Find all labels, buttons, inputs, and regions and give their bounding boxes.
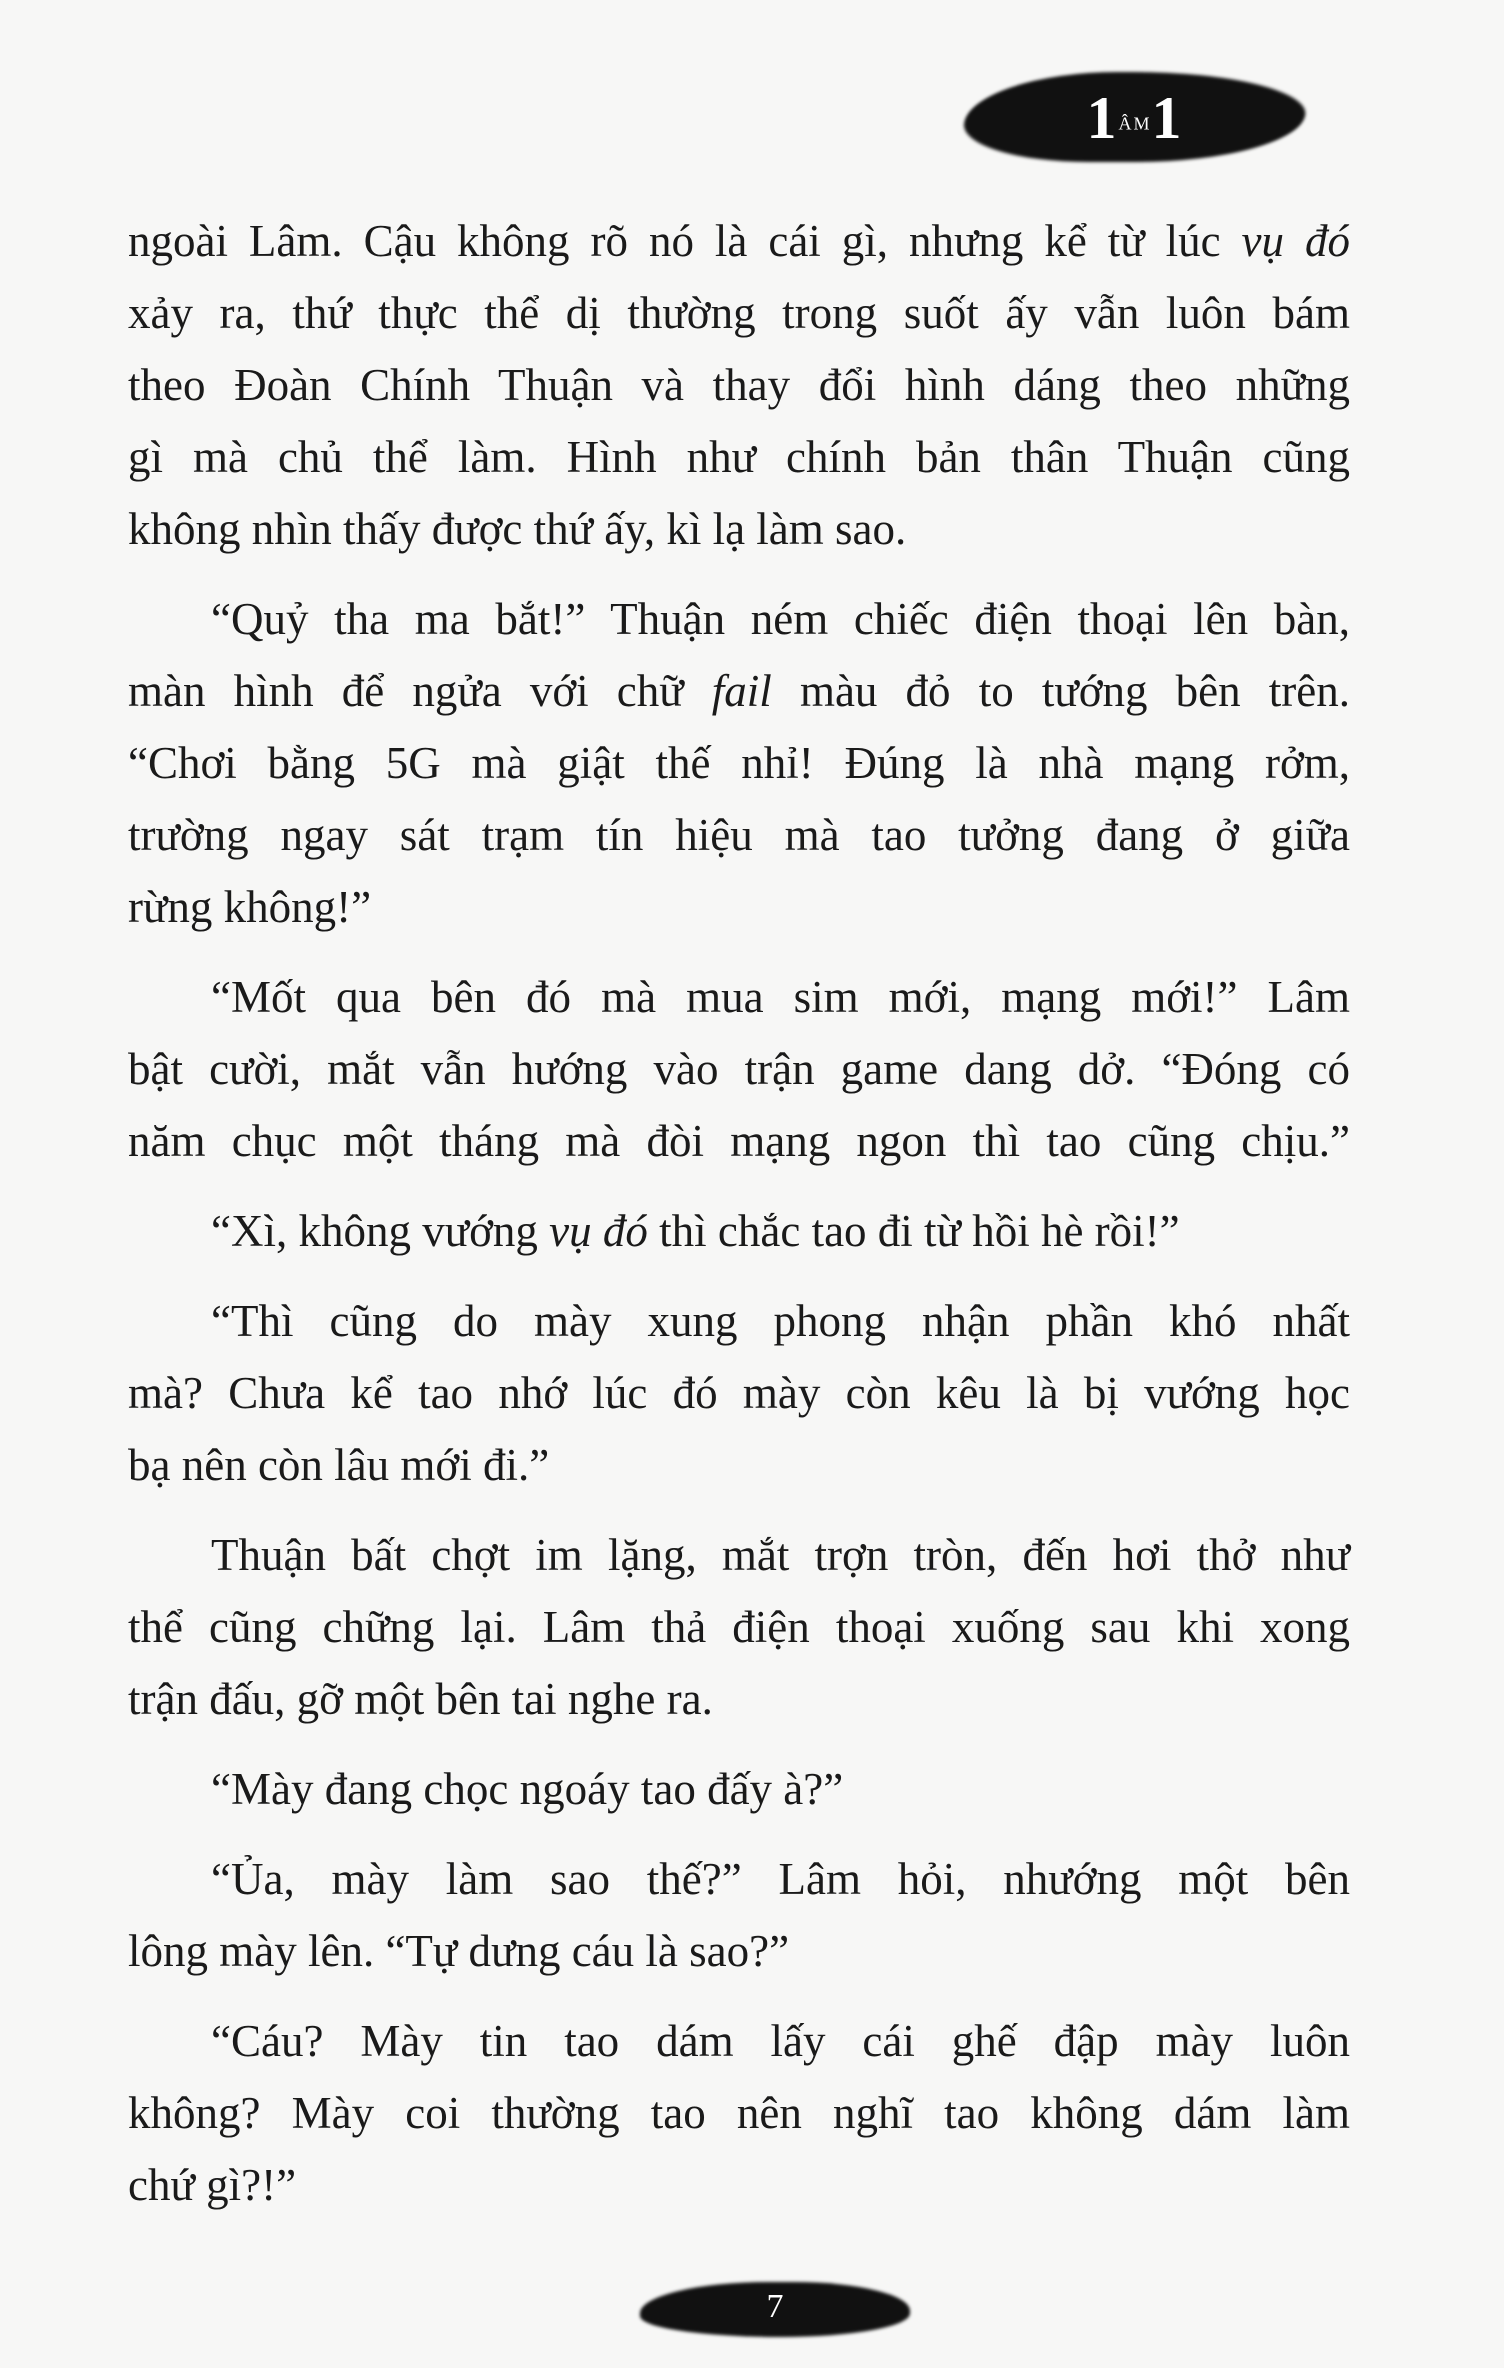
text-segment: ngoài Lâm. Cậu không rõ nó là cái gì, nhưng kể từ lúc [128, 216, 1242, 266]
chapter-header-mark [965, 72, 1305, 162]
paragraph [128, 1843, 1350, 1987]
page-number: 7 [766, 2288, 784, 2325]
text-line [128, 2077, 1350, 2149]
text-line [128, 1663, 1350, 1735]
text-segment: theo Đoàn Chính Thuận và thay đổi hình dáng theo những [128, 360, 1350, 410]
paragraph [128, 1285, 1350, 1501]
text-segment: trận đấu, gỡ một bên tai nghe ra. [128, 1674, 713, 1724]
text-line [128, 2005, 1350, 2077]
text-segment: “Xì, không vướng [211, 1206, 550, 1256]
text-line [128, 799, 1350, 871]
text-line [128, 655, 1350, 727]
text-line [128, 2149, 1350, 2221]
header-mark-left: 1 [1086, 85, 1119, 151]
text-segment: “Ủa, mày làm sao thế?” Lâm hỏi, nhướng một bên [211, 1854, 1350, 1904]
text-segment: màn hình để ngửa với chữ [128, 666, 712, 716]
text-line [128, 1915, 1350, 1987]
text-line [128, 583, 1350, 655]
text-line [128, 1519, 1350, 1591]
text-segment: lông mày lên. “Tự dưng cáu là sao?” [128, 1926, 790, 1976]
text-segment: gì mà chủ thể làm. Hình như chính bản thân Thuận cũng [128, 432, 1350, 482]
paragraph [128, 1753, 1350, 1825]
text-segment: “Mốt qua bên đó mà mua sim mới, mạng mới!” Lâm [211, 972, 1350, 1022]
text-segment: màu đỏ to tướng bên trên. [771, 666, 1350, 716]
text-line [128, 1195, 1350, 1267]
header-mark-right: 1 [1151, 85, 1184, 151]
text-segment: thể cũng chững lại. Lâm thả điện thoại xuống sau khi xong [128, 1602, 1350, 1652]
header-mark-small: ÂM [1118, 113, 1152, 134]
text-line [128, 1033, 1350, 1105]
paragraph [128, 961, 1350, 1177]
page-number-mark [640, 2282, 910, 2337]
paragraph [128, 583, 1350, 943]
paragraph [128, 205, 1350, 565]
chapter-header-text [965, 84, 1305, 153]
text-segment: mà? Chưa kể tao nhớ lúc đó mày còn kêu là bị vướng học [128, 1368, 1350, 1418]
text-line [128, 1105, 1350, 1177]
text-line [128, 205, 1350, 277]
text-segment: Thuận bất chợt im lặng, mắt trợn tròn, đến hơi thở như [211, 1530, 1350, 1580]
italic-text: vụ đó [549, 1206, 648, 1256]
text-line [128, 349, 1350, 421]
text-segment: năm chục một tháng mà đòi mạng ngon thì tao cũng chịu.” [128, 1116, 1350, 1166]
text-line [128, 1753, 1350, 1825]
paragraph [128, 1195, 1350, 1267]
text-segment: “Quỷ tha ma bắt!” Thuận ném chiếc điện thoại lên bàn, [211, 594, 1350, 644]
text-line [128, 277, 1350, 349]
text-line [128, 961, 1350, 1033]
text-line [128, 421, 1350, 493]
paragraph [128, 1519, 1350, 1735]
text-segment: thì chắc tao đi từ hồi hè rồi!” [647, 1206, 1180, 1256]
text-line [128, 727, 1350, 799]
text-segment: trường ngay sát trạm tín hiệu mà tao tưởng đang ở giữa [128, 810, 1350, 860]
text-segment: không nhìn thấy được thứ ấy, kì lạ làm sao. [128, 504, 907, 554]
italic-text: fail [711, 666, 772, 716]
text-segment: bật cười, mắt vẫn hướng vào trận game dang dở. “Đóng có [128, 1044, 1350, 1094]
text-segment: “Chơi bằng 5G mà giật thế nhỉ! Đúng là nhà mạng rởm, [128, 738, 1350, 788]
italic-text: vụ đó [1241, 216, 1350, 266]
page-body-text [128, 205, 1350, 2239]
text-line [128, 1429, 1350, 1501]
text-line [128, 1285, 1350, 1357]
paragraph [128, 2005, 1350, 2221]
text-line [128, 871, 1350, 943]
text-line [128, 1591, 1350, 1663]
text-segment: không? Mày coi thường tao nên nghĩ tao không dám làm [128, 2088, 1350, 2138]
text-segment: bạ nên còn lâu mới đi.” [128, 1440, 550, 1490]
text-line [128, 1843, 1350, 1915]
text-segment: “Thì cũng do mày xung phong nhận phần khó nhất [211, 1296, 1350, 1346]
text-line [128, 1357, 1350, 1429]
text-segment: xảy ra, thứ thực thể dị thường trong suốt ấy vẫn luôn bám [128, 288, 1350, 338]
text-segment: “Mày đang chọc ngoáy tao đấy à?” [211, 1764, 844, 1814]
text-segment: rừng không!” [128, 882, 372, 932]
text-line [128, 493, 1350, 565]
text-segment: chứ gì?!” [128, 2160, 297, 2210]
text-segment: “Cáu? Mày tin tao dám lấy cái ghế đập mày luôn [211, 2016, 1350, 2066]
